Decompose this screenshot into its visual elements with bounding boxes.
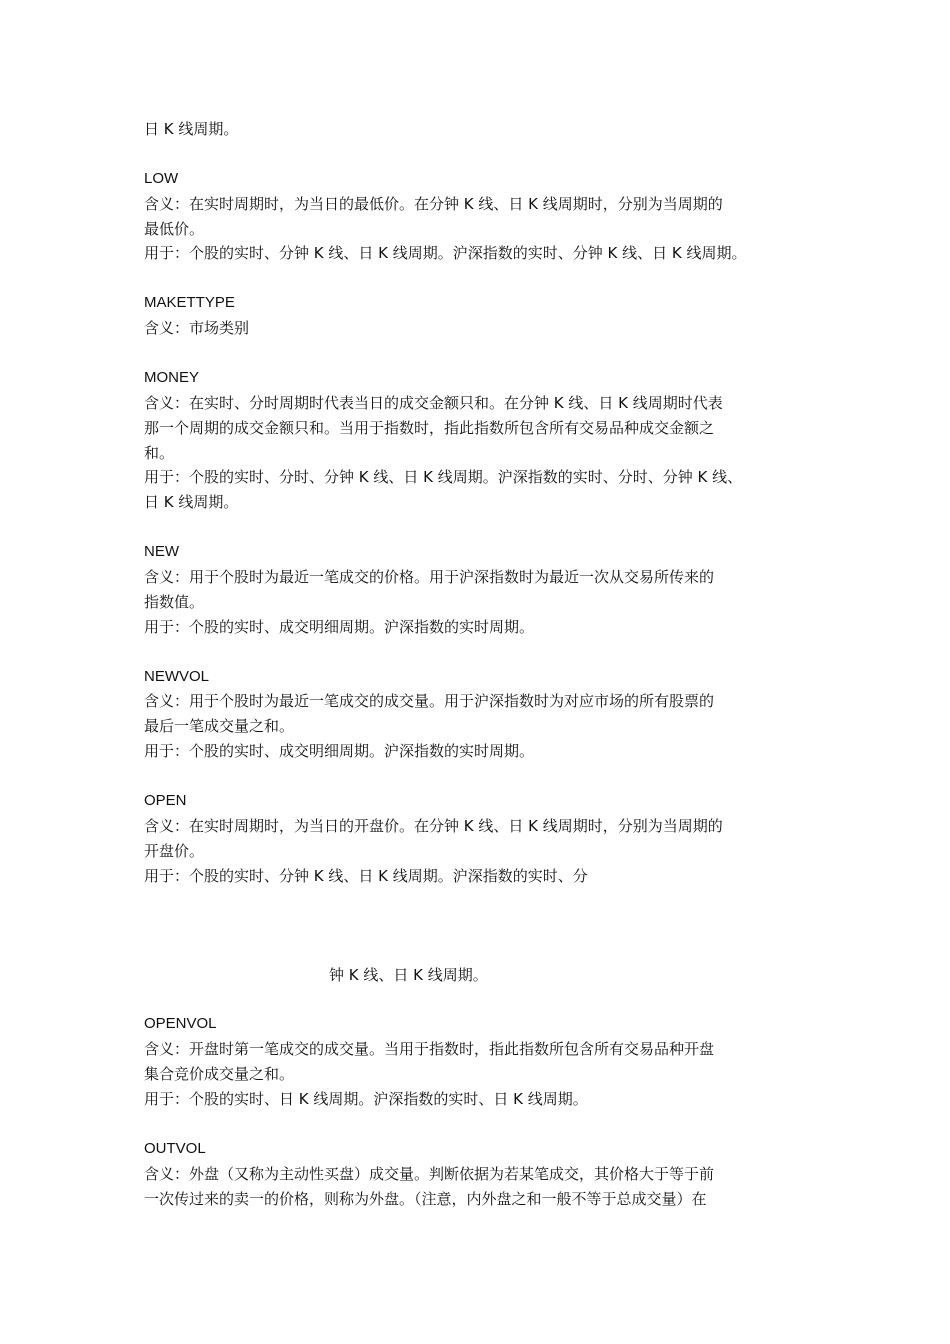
entry-text-line: 一次传过来的卖一的价格，则称为外盘。（注意，内外盘之和一般不等于总成交量）在 bbox=[144, 1189, 707, 1208]
entry-text-line: 用于：个股的实时、成交明细周期。沪深指数的实时周期。 bbox=[144, 742, 535, 761]
entry-newvol bbox=[144, 665, 810, 765]
entry-term: OPENVOL bbox=[144, 1015, 217, 1033]
entry-text-line: 含义：在实时周期时，为当日的最低价。在分钟 K 线、日 K 线周期时，分别为当周期的 bbox=[144, 194, 723, 213]
entry-new bbox=[144, 540, 810, 640]
spacer bbox=[144, 341, 810, 366]
spacer bbox=[144, 988, 810, 1013]
entry-text-line: 含义：用于个股时为最近一笔成交的价格。用于沪深指数时为最近一次从交易所传来的 bbox=[144, 568, 715, 587]
entry-text-line: 用于：个股的实时、分钟 K 线、日 K 线周期。沪深指数的实时、分钟 K 线、日 K 线周期。 bbox=[144, 244, 747, 263]
spacer bbox=[144, 764, 810, 789]
entries-section bbox=[144, 167, 810, 889]
spacer bbox=[144, 1112, 810, 1137]
entry-text-line: 含义：市场类别 bbox=[144, 319, 250, 338]
entry-term: OPEN bbox=[144, 792, 187, 810]
entry-term: OUTVOL bbox=[144, 1139, 206, 1157]
entry-outvol bbox=[144, 1137, 810, 1212]
entry-term: LOW bbox=[144, 169, 179, 187]
entry-text-line: 用于：个股的实时、成交明细周期。沪深指数的实时周期。 bbox=[144, 617, 535, 636]
spacer bbox=[144, 515, 810, 540]
entry-text-line: 含义：外盘（又称为主动性买盘）成交量。判断依据为若某笔成交，其价格大于等于前 bbox=[144, 1164, 715, 1183]
entry-text-line: 那一个周期的成交金额只和。当用于指数时，指此指数所包含所有交易品种成交金额之 bbox=[144, 418, 715, 437]
entry-money bbox=[144, 366, 810, 515]
page-break bbox=[144, 889, 810, 963]
entry-open bbox=[144, 789, 810, 889]
entries-section-continued bbox=[144, 1012, 810, 1211]
entry-text-line: 和。 bbox=[144, 443, 175, 462]
entry-text-line: 最低价。 bbox=[144, 219, 205, 238]
entry-text-line: 日 K 线周期。 bbox=[144, 493, 239, 512]
entry-term: MONEY bbox=[144, 368, 200, 386]
entry-term: MAKETTYPE bbox=[144, 294, 235, 312]
entry-text-line: 用于：个股的实时、分时、分钟 K 线、日 K 线周期。沪深指数的实时、分时、分钟 K 线、 bbox=[144, 468, 743, 487]
spacer bbox=[144, 266, 810, 291]
entry-text-line: 开盘价。 bbox=[144, 841, 205, 860]
spacer bbox=[144, 640, 810, 665]
spacer bbox=[144, 142, 810, 167]
entry-low bbox=[144, 167, 810, 267]
entry-text-line: 指数值。 bbox=[144, 592, 205, 611]
entry-text-line: 用于：个股的实时、分钟 K 线、日 K 线周期。沪深指数的实时、分 bbox=[144, 866, 588, 885]
continuation-line: 钟 K 线、日 K 线周期。 bbox=[329, 965, 488, 984]
entry-text-line: 用于：个股的实时、日 K 线周期。沪深指数的实时、日 K 线周期。 bbox=[144, 1090, 588, 1109]
entry-text-line: 含义：用于个股时为最近一笔成交的成交量。用于沪深指数时为对应市场的所有股票的 bbox=[144, 692, 715, 711]
intro-line: 日 K 线周期。 bbox=[144, 120, 239, 138]
entry-makettype bbox=[144, 291, 810, 341]
entry-openvol bbox=[144, 1012, 810, 1112]
entry-text-line: 含义：开盘时第一笔成交的成交量。当用于指数时，指此指数所包含所有交易品种开盘 bbox=[144, 1040, 715, 1059]
document-page bbox=[144, 117, 810, 1212]
entry-text-line: 含义：在实时周期时，为当日的开盘价。在分钟 K 线、日 K 线周期时，分别为当周期的 bbox=[144, 816, 723, 835]
entry-term: NEWVOL bbox=[144, 667, 210, 685]
entry-text-line: 最后一笔成交量之和。 bbox=[144, 717, 295, 736]
entry-text-line: 集合竞价成交量之和。 bbox=[144, 1065, 295, 1084]
entry-term: NEW bbox=[144, 543, 179, 561]
entry-text-line: 含义：在实时、分时周期时代表当日的成交金额只和。在分钟 K 线、日 K 线周期时代表 bbox=[144, 393, 723, 412]
